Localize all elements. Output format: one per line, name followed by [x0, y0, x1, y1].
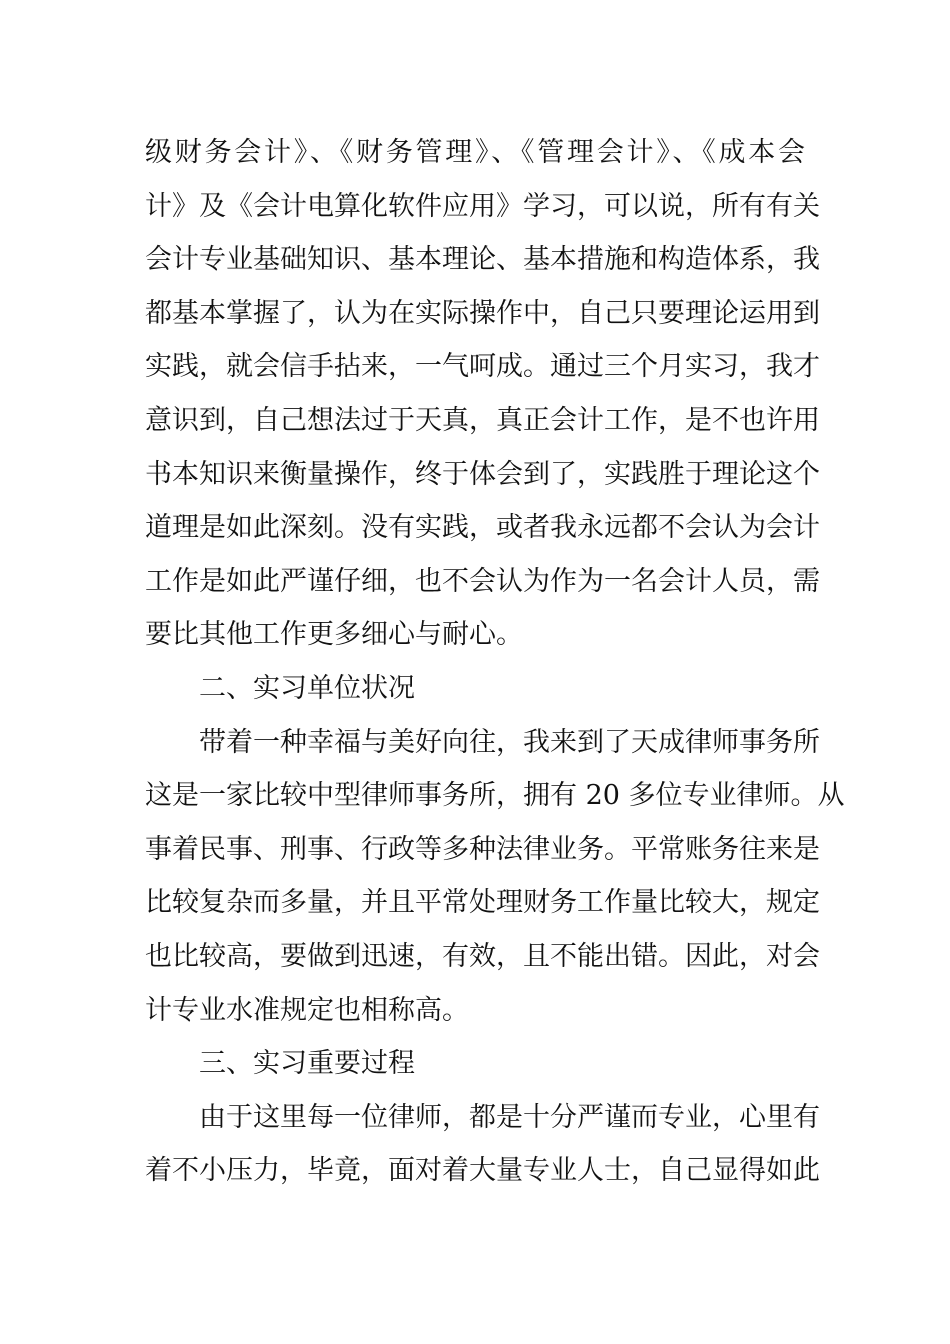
paragraph-line: 工作是如此严谨仔细，也不会认为作为一名会计人员，需: [145, 565, 820, 597]
body-text: [145, 126, 845, 1198]
paragraph-line: 实践，就会信手拈来，一气呵成。通过三个月实习，我才: [145, 351, 820, 383]
paragraph-line: 道理是如此深刻。没有实践，或者我永远都不会认为会计: [145, 512, 820, 544]
paragraph-line: 计专业水准规定也相称高。: [145, 994, 469, 1026]
paragraph-line: 级财务会计》、《财务管理》、《管理会计》、《成本会: [145, 137, 805, 168]
paragraph-line: 着不小压力，毕竟，面对着大量专业人士，自己显得如此: [145, 1155, 820, 1187]
paragraph-line: 事着民事、刑事、行政等多种法律业务。平常账务往来是: [145, 833, 820, 865]
paragraph-line: 书本知识来衡量操作，终于体会到了，实践胜于理论这个: [145, 458, 820, 490]
paragraph-line: 要比其他工作更多细心与耐心。: [145, 619, 523, 651]
paragraph-line: 也比较高，要做到迅速，有效，且不能出错。因此，对会: [145, 940, 820, 972]
paragraph-line: 意识到，自己想法过于天真，真正会计工作，是不也许用: [145, 404, 820, 436]
section-heading: 三、实习重要过程: [199, 1048, 415, 1080]
paragraph-line: 带着一种幸福与美好向往，我来到了天成律师事务所: [199, 726, 820, 758]
paragraph-line: 都基本掌握了，认为在实际操作中，自己只要理论运用到: [145, 297, 820, 329]
paragraph-line: 会计专业基础知识、基本理论、基本措施和构造体系，我: [145, 244, 820, 276]
paragraph-line: 比较复杂而多量，并且平常处理财务工作量比较大，规定: [145, 887, 820, 919]
section-heading: 二、实习单位状况: [199, 672, 415, 704]
paragraph-line: 这是一家比较中型律师事务所，拥有 20 多位专业律师。从: [145, 780, 845, 812]
paragraph-line: 计》及《会计电算化软件应用》学习，可以说，所有有关: [145, 190, 820, 222]
paragraph-line: 由于这里每一位律师，都是十分严谨而专业，心里有: [199, 1101, 820, 1133]
